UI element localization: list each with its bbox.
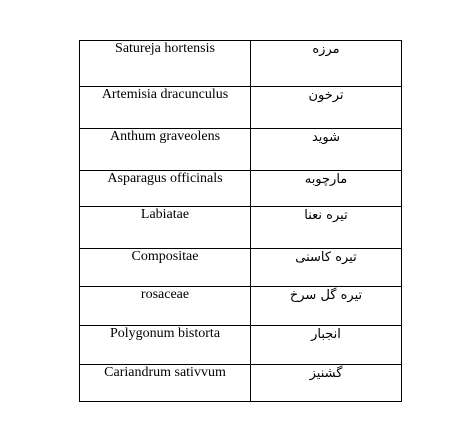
- latin-name-cell: Labiatae: [80, 207, 251, 249]
- table-row: [80, 207, 402, 249]
- table-row: [80, 87, 402, 129]
- table-row: [80, 326, 402, 365]
- persian-name-cell: مرزه: [251, 41, 402, 87]
- latin-name-cell: Asparagus officinals: [80, 171, 251, 207]
- table-row: [80, 129, 402, 171]
- persian-name-cell: تیره کاسنی: [251, 249, 402, 287]
- latin-name-cell: rosaceae: [80, 287, 251, 326]
- latin-name-cell: Compositae: [80, 249, 251, 287]
- latin-name-cell: Artemisia dracunculus: [80, 87, 251, 129]
- latin-name-cell: Cariandrum sativvum: [80, 365, 251, 402]
- persian-name-cell: گشنیز: [251, 365, 402, 402]
- plant-names-table: [79, 40, 402, 402]
- persian-name-cell: شوید: [251, 129, 402, 171]
- table-row: [80, 365, 402, 402]
- table-row: [80, 249, 402, 287]
- table-row: [80, 171, 402, 207]
- persian-name-cell: تیره نعنا: [251, 207, 402, 249]
- table-row: [80, 287, 402, 326]
- persian-name-cell: مارچوبه: [251, 171, 402, 207]
- latin-name-cell: Polygonum bistorta: [80, 326, 251, 365]
- persian-name-cell: انجبار: [251, 326, 402, 365]
- table-row: [80, 41, 402, 87]
- persian-name-cell: ترخون: [251, 87, 402, 129]
- latin-name-cell: Anthum graveolens: [80, 129, 251, 171]
- latin-name-cell: Satureja hortensis: [80, 41, 251, 87]
- persian-name-cell: تیره گل سرخ: [251, 287, 402, 326]
